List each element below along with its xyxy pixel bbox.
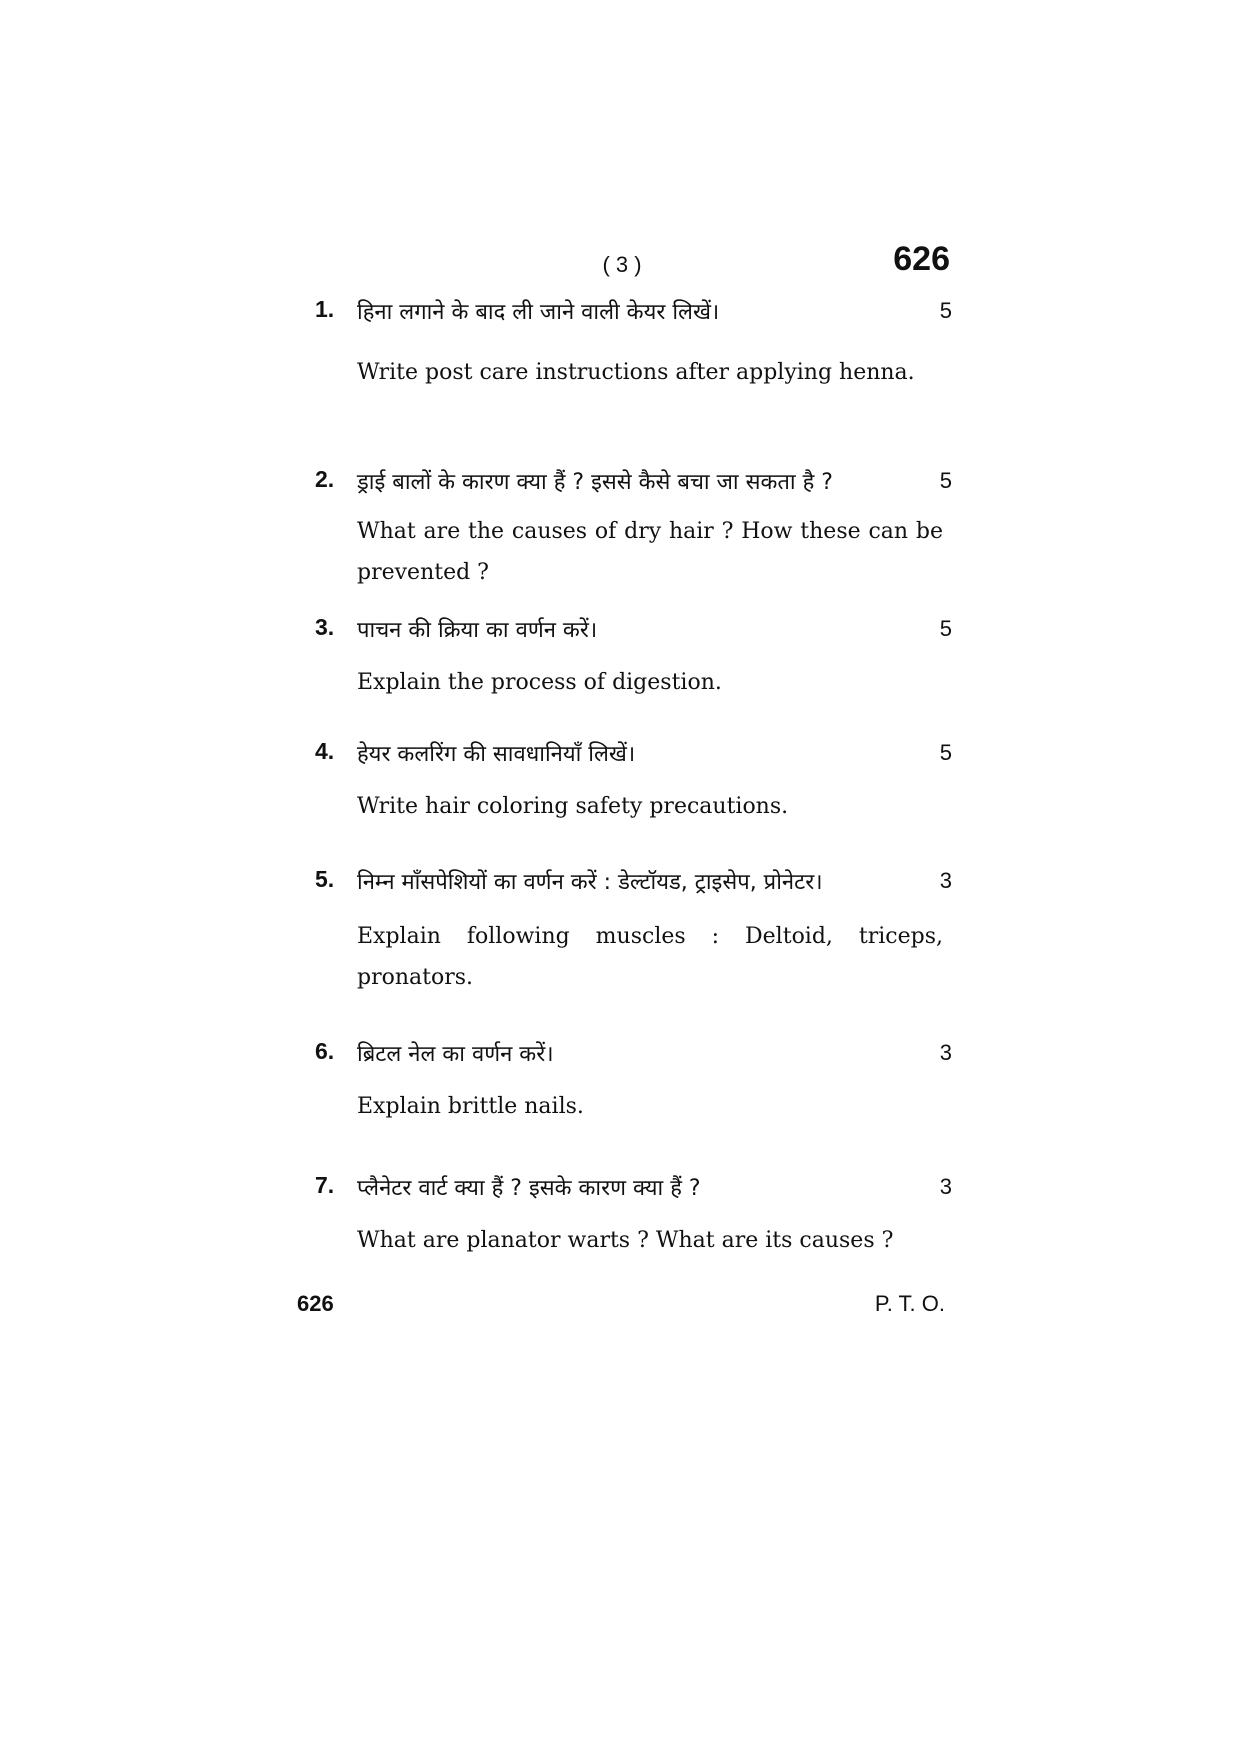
question-english: Write post care instructions after applying henna. <box>357 360 915 385</box>
question-number: 6. <box>315 1038 335 1064</box>
page-number: ( 3 ) <box>602 252 642 277</box>
question-hindi: ड्राई बालों के कारण क्या हैं ? इससे कैसे बचा जा सकता है ? <box>357 470 833 495</box>
question-number: 4. <box>315 738 335 764</box>
question-english: Write hair coloring safety precautions. <box>357 794 789 819</box>
question-hindi: पाचन की क्रिया का वर्णन करें। <box>357 618 598 643</box>
question-english: Explain the process of digestion. <box>357 670 722 695</box>
please-turn-over: P. T. O. <box>874 1291 945 1316</box>
question-number: 1. <box>315 296 335 322</box>
paper-code-footer: 626 <box>297 1291 334 1316</box>
question-english: What are the causes of dry hair ? How these can be prevented ? <box>357 519 943 585</box>
question-number: 3. <box>315 614 335 640</box>
question-marks: 5 <box>939 740 952 765</box>
question-hindi: हेयर कलरिंग की सावधानियाँ लिखें। <box>357 742 636 767</box>
question-marks: 5 <box>939 298 952 323</box>
question-english: What are planator warts ? What are its causes ? <box>357 1228 894 1253</box>
question-marks: 3 <box>939 1174 952 1199</box>
question-marks: 3 <box>939 1040 952 1065</box>
question-number: 2. <box>315 466 335 492</box>
question-marks: 3 <box>939 868 952 893</box>
question-hindi: प्लैनेटर वार्ट क्या हैं ? इसके कारण क्या हैं ? <box>357 1176 701 1201</box>
paper-code-header: 626 <box>893 240 950 278</box>
question-english: Explain brittle nails. <box>357 1094 584 1119</box>
question-number: 5. <box>315 866 335 892</box>
question-marks: 5 <box>939 616 952 641</box>
question-english: Explain following muscles : Deltoid, triceps, pronators. <box>357 924 943 990</box>
question-number: 7. <box>315 1172 335 1198</box>
question-hindi: हिना लगाने के बाद ली जाने वाली केयर लिखें। <box>357 300 720 325</box>
question-marks: 5 <box>939 468 952 493</box>
question-hindi: निम्न माँसपेशियों का वर्णन करें : डेल्टॉयड, ट्राइसेप, प्रोनेटर। <box>357 870 823 895</box>
question-hindi: ब्रिटल नेल का वर्णन करें। <box>357 1042 554 1067</box>
